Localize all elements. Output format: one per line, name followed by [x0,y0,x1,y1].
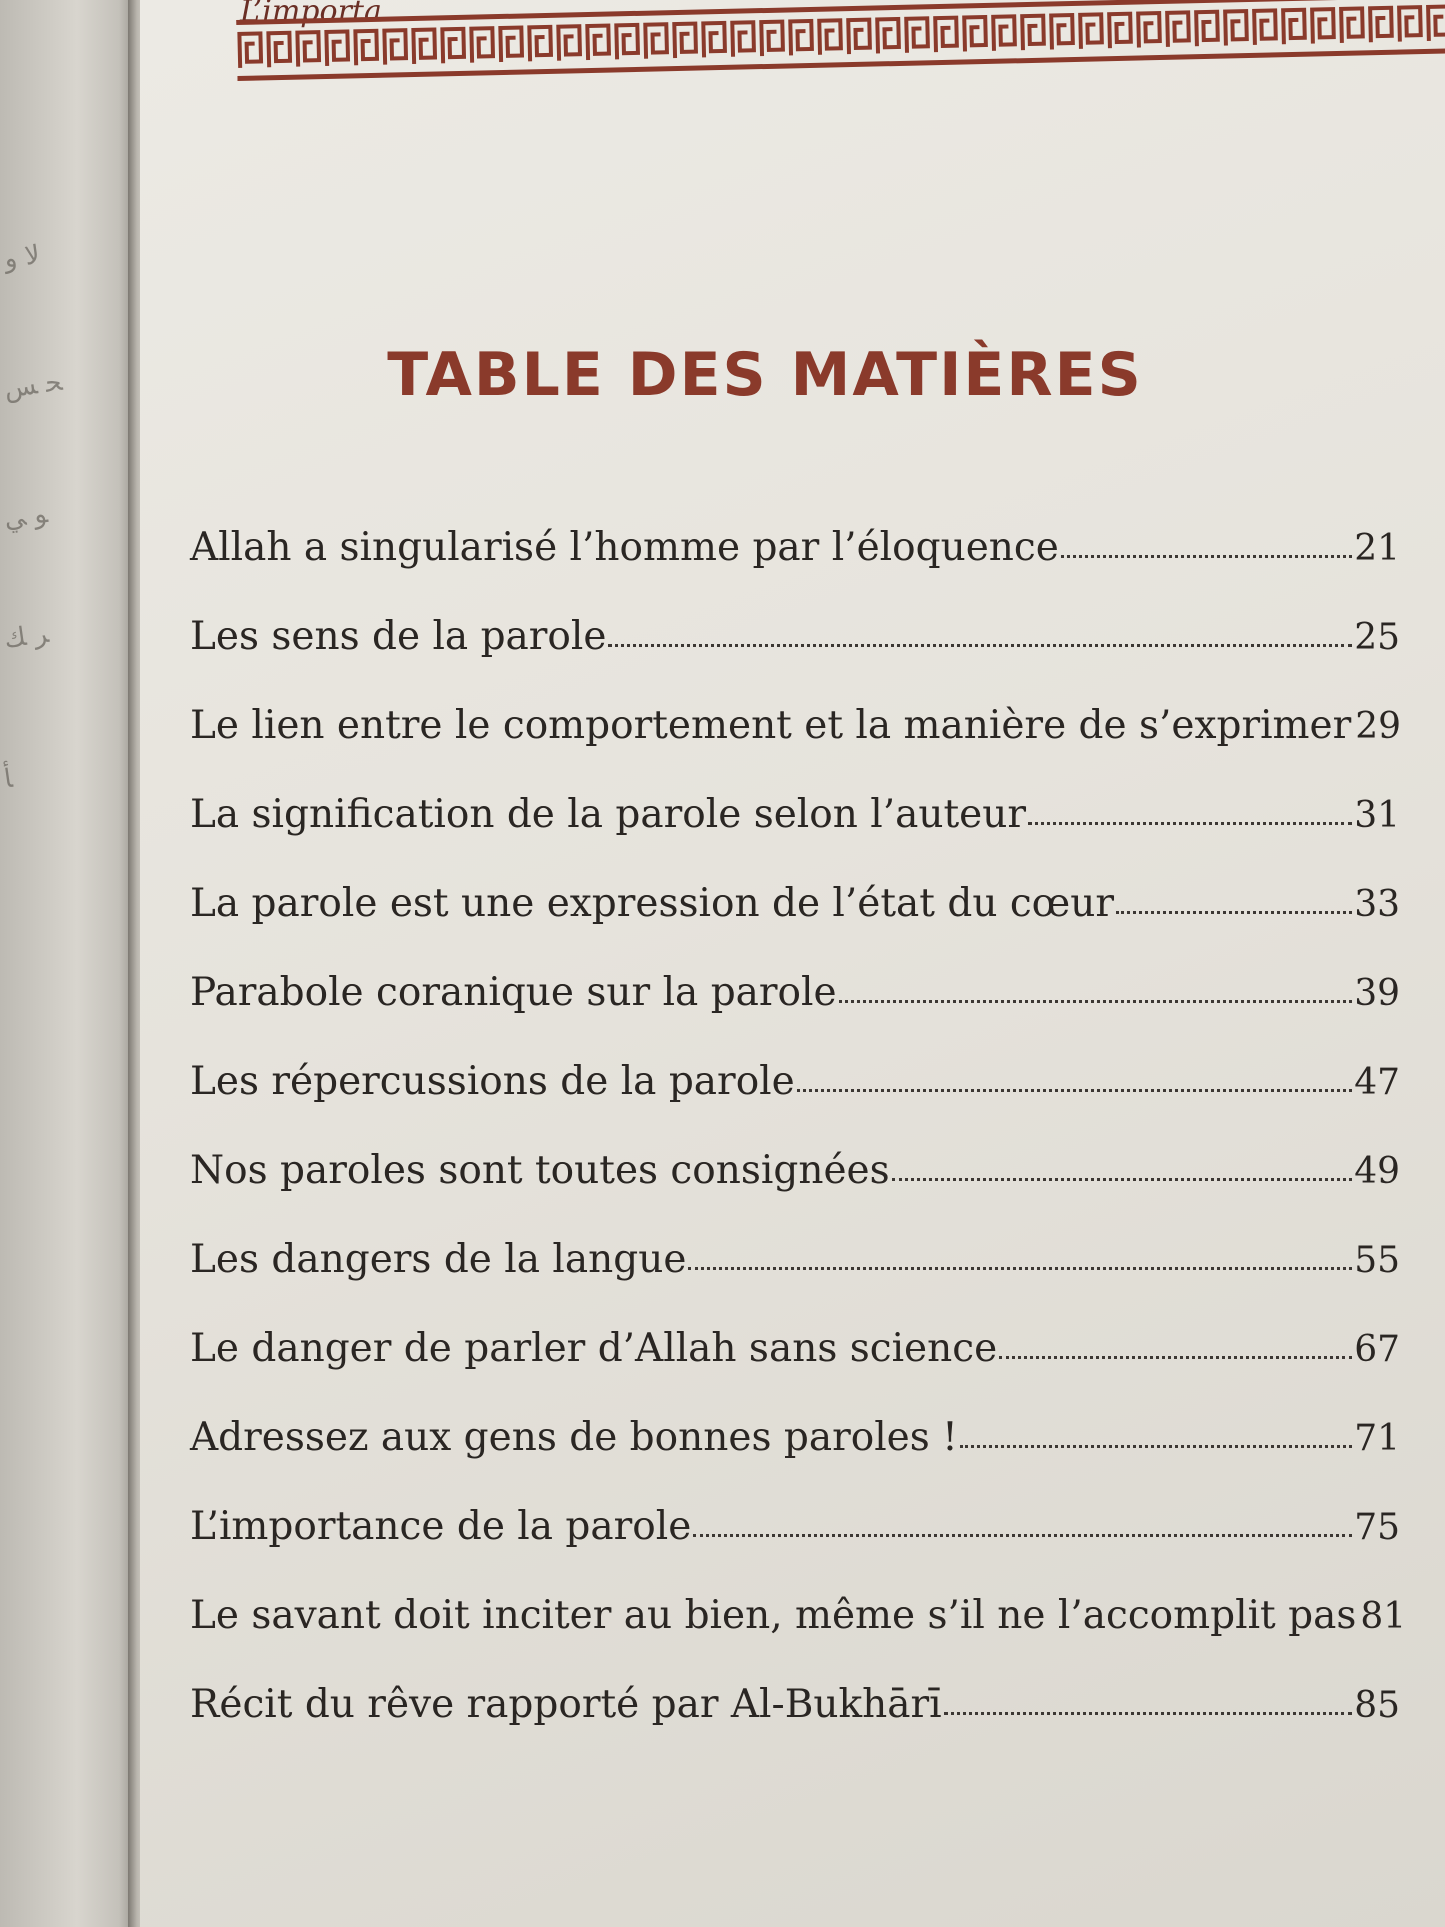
toc-entry-title: Parabole coranique sur la parole [190,970,837,1015]
toc-entry [190,614,1400,703]
greek-key-border [236,0,1445,82]
toc-entry [190,1326,1400,1415]
toc-entry-page-number: 49 [1354,1151,1400,1192]
dot-leader [1116,911,1352,914]
book-page [140,0,1445,1927]
toc-entry [190,1504,1400,1593]
dot-leader [960,1445,1352,1448]
running-head: L’importa [240,0,382,29]
toc-entry-title: Adressez aux gens de bonnes paroles ! [190,1415,958,1460]
toc-entry-page-number: 71 [1354,1418,1400,1459]
dot-leader [688,1267,1352,1270]
toc-entry-title: Les dangers de la langue [190,1237,687,1282]
toc-entry-page-number: 39 [1354,973,1400,1014]
toc-entry-page-number: 85 [1354,1685,1400,1726]
toc-entry-page-number: 75 [1354,1507,1400,1548]
toc-entry [190,1237,1400,1326]
toc-entry-title: Récit du rêve rapporté par Al-Bukhārī [190,1682,942,1727]
dot-leader [1028,822,1352,825]
toc-entry-page-number: 33 [1354,884,1400,925]
toc-entry-title: La parole est une expression de l’état du cœur [190,881,1115,926]
toc-entry-title: Le danger de parler d’Allah sans science [190,1326,998,1371]
toc-entry-title: Les sens de la parole [190,614,607,659]
dot-leader [693,1534,1352,1537]
toc-entry [190,792,1400,881]
dot-leader [892,1178,1353,1181]
toc-entry-page-number: 21 [1354,528,1400,569]
dot-leader [797,1089,1352,1092]
toc-entry [190,970,1400,1059]
dot-leader [608,644,1352,647]
toc-entry [190,1682,1400,1771]
calligraphy-fragment: ﺮ ﻚ [2,618,51,655]
toc-entry-page-number: 81 [1360,1596,1407,1637]
toc-entry [190,1415,1400,1504]
table-of-contents [190,525,1407,1771]
calligraphy-fragment: ﻮ ﻲ [2,498,50,535]
dot-leader [839,1000,1353,1003]
calligraphy-fragment: ﺄ [2,763,15,795]
calligraphy-fragment: ﻻ ﻭ [2,240,42,275]
toc-entry [190,881,1400,970]
toc-entry-title: La signification de la parole selon l’auteur [190,792,1027,837]
toc-entry [190,1593,1407,1682]
toc-entry-title: Le savant doit inciter au bien, même s’il ne l’accomplit pas [190,1593,1357,1638]
toc-entry-page-number: 29 [1355,706,1402,747]
toc-entry-page-number: 67 [1354,1329,1400,1370]
page-title: TABLE DES MATIÈRES [387,340,1143,410]
dot-leader [944,1712,1353,1715]
toc-entry [190,1148,1400,1237]
toc-entry [190,703,1400,792]
dot-leader [1061,555,1352,558]
toc-entry-page-number: 25 [1354,617,1400,658]
calligraphy-fragment: ﺤ ﺲ [2,366,65,405]
toc-entry-title: L’importance de la parole [190,1504,692,1549]
toc-entry-title: Nos paroles sont toutes consignées [190,1148,890,1193]
facing-page-edge [0,0,140,1927]
toc-entry-page-number: 31 [1354,795,1400,836]
toc-entry-title: Allah a singularisé l’homme par l’éloquence [190,525,1059,570]
toc-entry [190,1059,1400,1148]
toc-entry-title: Les répercussions de la parole [190,1059,795,1104]
toc-entry-page-number: 47 [1354,1062,1400,1103]
toc-entry-title: Le lien entre le comportement et la manière de s’exprimer [190,703,1352,748]
toc-entry [190,525,1400,614]
toc-entry-page-number: 55 [1354,1240,1400,1281]
dot-leader [999,1356,1352,1359]
